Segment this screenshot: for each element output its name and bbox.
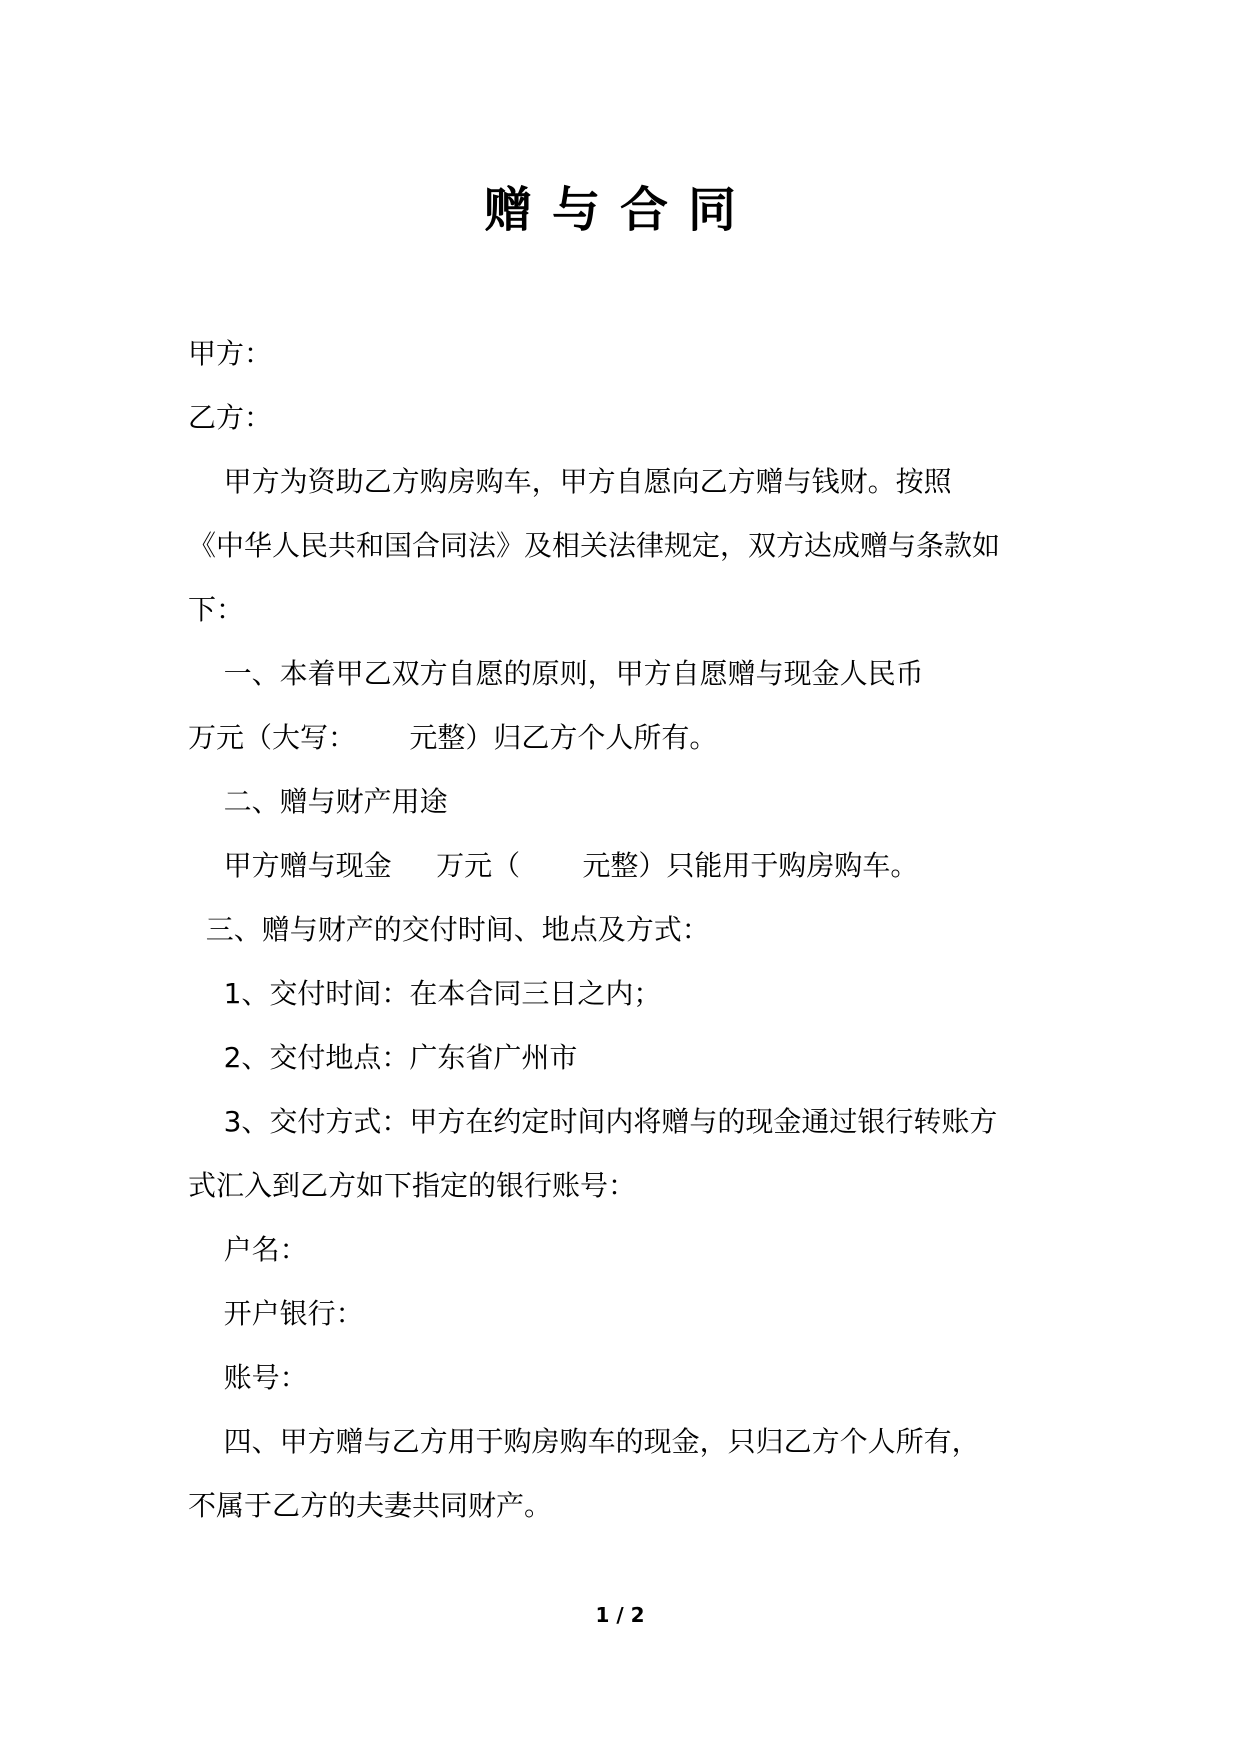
delivery-method-line-2: 式汇入到乙方如下指定的银行账号： bbox=[188, 1169, 637, 1202]
bank-name-line: 开户银行： bbox=[188, 1297, 364, 1330]
party-b-line: 乙方： bbox=[188, 401, 273, 434]
party-a-line: 甲方： bbox=[188, 337, 273, 370]
clause-1-line-2: 万元（大写： 元整）归乙方个人所有。 bbox=[188, 721, 718, 754]
clause-1-line-1: 一、本着甲乙双方自愿的原则，甲方自愿赠与现金人民币 bbox=[188, 657, 924, 690]
document-title: 赠与合同 bbox=[483, 182, 756, 238]
account-name-line: 户名： bbox=[188, 1233, 308, 1266]
account-number-line: 账号： bbox=[188, 1361, 308, 1394]
clause-2-body: 甲方赠与现金 万元（ 元整）只能用于购房购车。 bbox=[188, 849, 919, 882]
delivery-place-line: 2、交付地点：广东省广州市 bbox=[188, 1041, 578, 1074]
clause-2-heading: 二、赠与财产用途 bbox=[188, 785, 448, 818]
preamble-line-1: 甲方为资助乙方购房购车，甲方自愿向乙方赠与钱财。按照 bbox=[188, 465, 952, 498]
clause-4-line-2: 不属于乙方的夫妻共同财产。 bbox=[188, 1489, 553, 1522]
clause-3-heading: 三、赠与财产的交付时间、地点及方式： bbox=[188, 913, 710, 946]
delivery-method-line-1: 3、交付方式：甲方在约定时间内将赠与的现金通过银行转账方 bbox=[188, 1105, 998, 1138]
clause-4-line-1: 四、甲方赠与乙方用于购房购车的现金，只归乙方个人所有， bbox=[188, 1425, 980, 1458]
preamble-line-3: 下： bbox=[188, 593, 245, 626]
delivery-time-line: 1、交付时间：在本合同三日之内； bbox=[188, 977, 662, 1010]
preamble-line-2: 《中华人民共和国合同法》及相关法律规定，双方达成赠与条款如 bbox=[188, 529, 1001, 562]
page-number: 1 / 2 bbox=[595, 1603, 645, 1627]
